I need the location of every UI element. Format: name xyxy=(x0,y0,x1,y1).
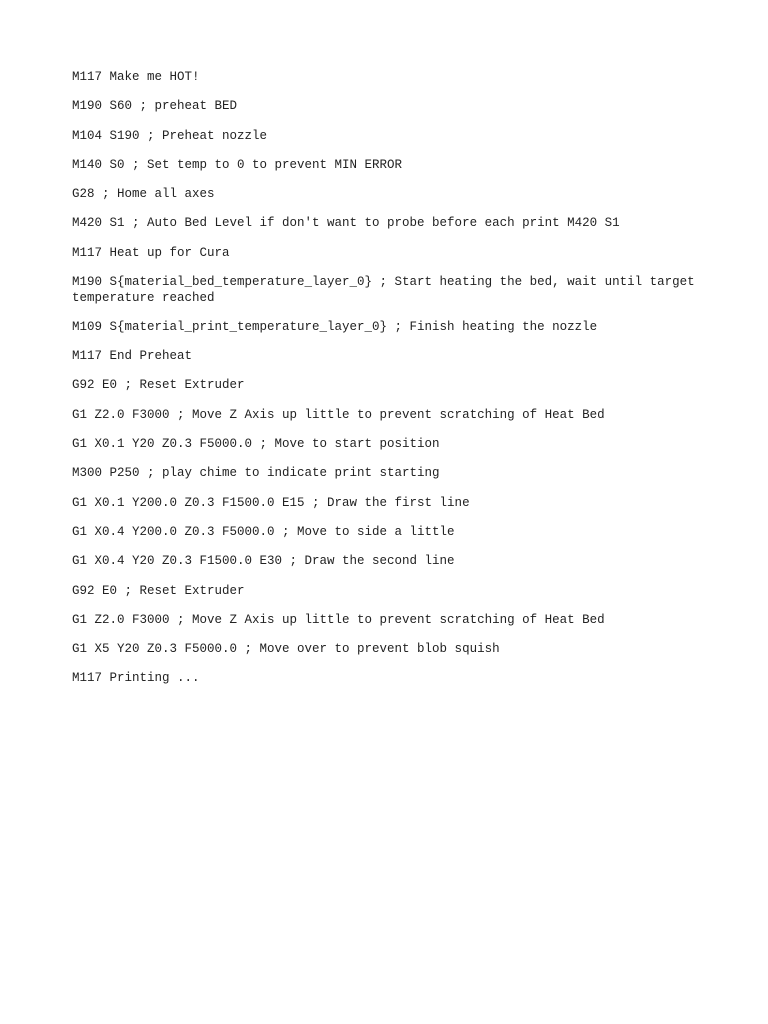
gcode-line: M104 S190 ; Preheat nozzle xyxy=(72,128,268,143)
gcode-line: M190 S{material_bed_temperature_layer_0} ; Start heating the bed, wait until target temperature reached xyxy=(72,275,703,305)
gcode-line: M300 P250 ; play chime to indicate print starting xyxy=(72,466,440,481)
gcode-line: M109 S{material_print_temperature_layer_0} ; Finish heating the nozzle xyxy=(72,319,598,334)
gcode-line: G1 X0.4 Y200.0 Z0.3 F5000.0 ; Move to side a little xyxy=(72,524,455,539)
gcode-line: M190 S60 ; preheat BED xyxy=(72,99,238,114)
gcode-document xyxy=(72,70,702,701)
gcode-line: M117 End Preheat xyxy=(72,349,193,364)
gcode-line: G92 E0 ; Reset Extruder xyxy=(72,583,245,598)
gcode-line: G1 Z2.0 F3000 ; Move Z Axis up little to prevent scratching of Heat Bed xyxy=(72,407,605,422)
gcode-line: G92 E0 ; Reset Extruder xyxy=(72,378,245,393)
gcode-line: M420 S1 ; Auto Bed Level if don't want to probe before each print M420 S1 xyxy=(72,216,620,231)
gcode-line: G1 X0.1 Y20 Z0.3 F5000.0 ; Move to start position xyxy=(72,437,440,452)
gcode-line: M117 Heat up for Cura xyxy=(72,245,230,260)
gcode-line: G1 X0.1 Y200.0 Z0.3 F1500.0 E15 ; Draw the first line xyxy=(72,495,470,510)
gcode-line: M140 S0 ; Set temp to 0 to prevent MIN ERROR xyxy=(72,157,403,172)
gcode-line: G1 X0.4 Y20 Z0.3 F1500.0 E30 ; Draw the second line xyxy=(72,554,455,569)
gcode-line: G28 ; Home all axes xyxy=(72,187,215,202)
gcode-line: M117 Make me HOT! xyxy=(72,70,200,84)
gcode-line: M117 Printing ... xyxy=(72,671,200,686)
gcode-line: G1 X5 Y20 Z0.3 F5000.0 ; Move over to prevent blob squish xyxy=(72,642,500,657)
gcode-line: G1 Z2.0 F3000 ; Move Z Axis up little to prevent scratching of Heat Bed xyxy=(72,612,605,627)
